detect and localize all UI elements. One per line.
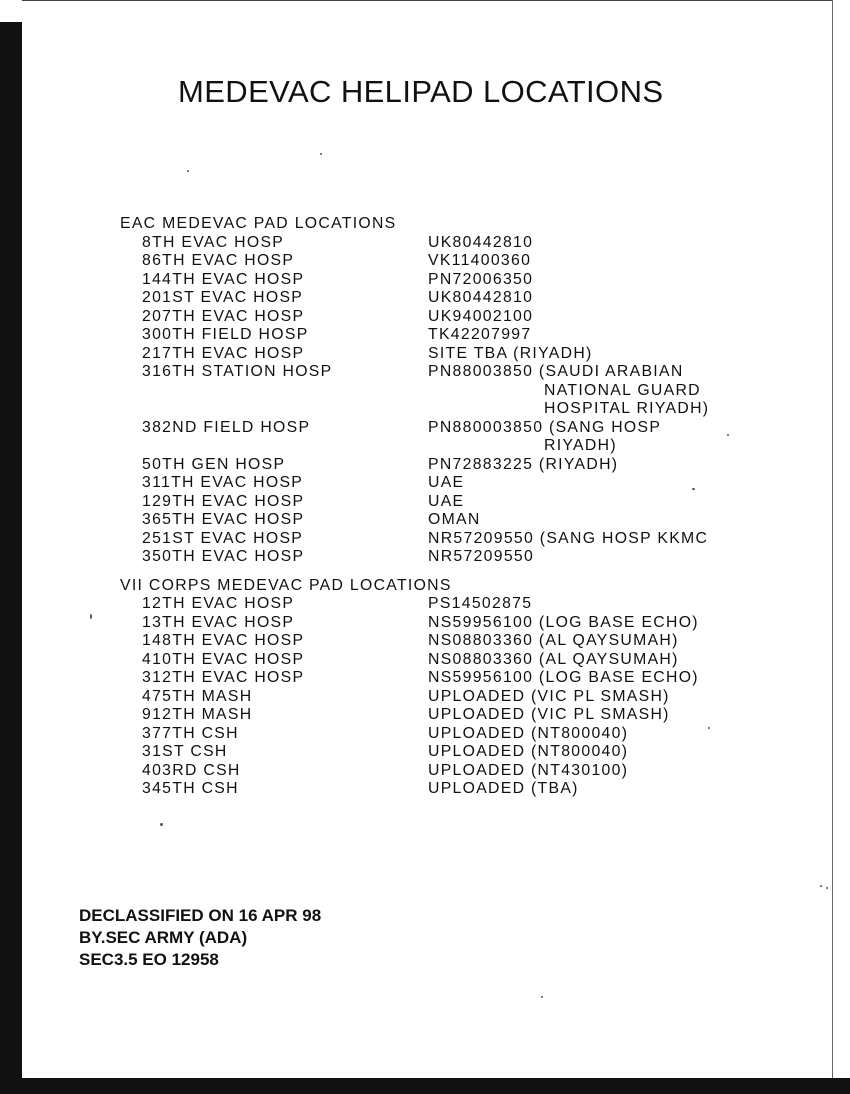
unit-name: 217TH EVAC HOSP bbox=[142, 344, 305, 362]
pad-location-row bbox=[120, 493, 780, 512]
unit-name: 410TH EVAC HOSP bbox=[142, 650, 305, 668]
pad-location-row bbox=[120, 548, 780, 567]
unit-name: 316TH STATION HOSP bbox=[142, 363, 333, 380]
location-continuation-row bbox=[120, 437, 780, 456]
pad-location-row bbox=[120, 743, 780, 762]
grid-location: UAE bbox=[428, 474, 465, 491]
scan-speck bbox=[320, 153, 322, 155]
pad-location-row bbox=[120, 511, 780, 530]
unit-name: 311TH EVAC HOSP bbox=[142, 474, 304, 491]
unit-name: 50TH GEN HOSP bbox=[142, 455, 286, 473]
unit-name: 201ST EVAC HOSP bbox=[142, 289, 304, 306]
unit-name: 129TH EVAC HOSP bbox=[142, 492, 305, 510]
grid-location: NR57209550 bbox=[428, 548, 535, 565]
unit-name: 86TH EVAC HOSP bbox=[142, 252, 295, 269]
pad-location-row bbox=[120, 419, 780, 438]
pad-location-row bbox=[120, 762, 780, 781]
unit-name: 912TH MASH bbox=[142, 706, 253, 723]
pad-location-row bbox=[120, 780, 780, 799]
grid-location: PN72006350 bbox=[428, 270, 534, 288]
scan-speck bbox=[820, 885, 822, 887]
pad-location-row bbox=[120, 595, 780, 614]
grid-location: NS59956100 (LOG BASE ECHO) bbox=[428, 613, 699, 631]
grid-location: VK11400360 bbox=[428, 252, 532, 269]
grid-location: NS08803360 (AL QAYSUMAH) bbox=[428, 650, 679, 668]
unit-name: 13TH EVAC HOSP bbox=[142, 613, 295, 631]
declassification-stamp bbox=[79, 905, 321, 971]
scan-border-bottom bbox=[22, 1078, 850, 1094]
pad-location-row bbox=[120, 614, 780, 633]
unit-name: 382ND FIELD HOSP bbox=[142, 418, 311, 436]
unit-name: 345TH CSH bbox=[142, 780, 239, 797]
unit-name: 31ST CSH bbox=[142, 743, 228, 760]
grid-location: UPLOADED (TBA) bbox=[428, 780, 579, 797]
pad-location-row bbox=[120, 706, 780, 725]
pad-location-row bbox=[120, 252, 780, 271]
pad-location-row bbox=[120, 669, 780, 688]
page-title: MEDEVAC HELIPAD LOCATIONS bbox=[178, 74, 664, 109]
scan-speck bbox=[708, 727, 710, 729]
scan-speck bbox=[727, 434, 729, 436]
pad-location-row bbox=[120, 234, 780, 253]
grid-location: UPLOADED (NT800040) bbox=[428, 743, 629, 760]
scan-border-top bbox=[22, 0, 832, 1]
grid-location: OMAN bbox=[428, 511, 481, 528]
pad-location-row bbox=[120, 326, 780, 345]
pad-location-row bbox=[120, 271, 780, 290]
grid-location: SITE TBA (RIYADH) bbox=[428, 344, 593, 362]
pad-location-row bbox=[120, 289, 780, 308]
unit-name: 475TH MASH bbox=[142, 687, 253, 705]
scan-border-right bbox=[832, 0, 833, 1094]
pad-location-row bbox=[120, 456, 780, 475]
location-continuation-row bbox=[120, 400, 780, 419]
unit-name: 251ST EVAC HOSP bbox=[142, 529, 304, 547]
grid-location: UAE bbox=[428, 492, 465, 510]
unit-name: 403RD CSH bbox=[142, 761, 241, 779]
grid-location: UPLOADED (NT430100) bbox=[428, 761, 629, 779]
unit-name: 8TH EVAC HOSP bbox=[142, 233, 285, 251]
grid-location: NR57209550 (SANG HOSP KKMC bbox=[428, 529, 709, 547]
scan-speck bbox=[692, 488, 695, 490]
grid-location: UK80442810 bbox=[428, 289, 534, 306]
scan-speck bbox=[90, 614, 92, 619]
location-continuation: HOSPITAL RIYADH) bbox=[544, 400, 710, 417]
grid-location: PS14502875 bbox=[428, 595, 533, 612]
location-continuation: NATIONAL GUARD bbox=[544, 381, 701, 399]
grid-location: NS08803360 (AL QAYSUMAH) bbox=[428, 632, 679, 649]
empty-cell bbox=[120, 382, 428, 401]
unit-name: 350TH EVAC HOSP bbox=[142, 548, 305, 565]
unit-name: 365TH EVAC HOSP bbox=[142, 511, 305, 528]
scan-speck bbox=[826, 887, 828, 889]
scan-speck bbox=[187, 170, 189, 172]
unit-name: 12TH EVAC HOSP bbox=[142, 595, 295, 612]
unit-name: 207TH EVAC HOSP bbox=[142, 307, 305, 325]
empty-cell bbox=[120, 400, 428, 419]
section-heading: EAC MEDEVAC PAD LOCATIONS bbox=[120, 215, 397, 232]
pad-location-row bbox=[120, 651, 780, 670]
location-continuation: RIYADH) bbox=[544, 437, 617, 454]
pad-location-row bbox=[120, 345, 780, 364]
pad-location-row bbox=[120, 474, 780, 493]
pad-location-row bbox=[120, 308, 780, 327]
unit-name: 144TH EVAC HOSP bbox=[142, 270, 305, 288]
pad-location-listing bbox=[120, 215, 780, 799]
declassified-reference: SEC3.5 EO 12958 bbox=[79, 950, 219, 969]
grid-location: NS59956100 (LOG BASE ECHO) bbox=[428, 669, 699, 686]
pad-location-row bbox=[120, 688, 780, 707]
section-spacer bbox=[120, 567, 780, 577]
grid-location: TK42207997 bbox=[428, 326, 532, 343]
grid-location: UPLOADED (NT800040) bbox=[428, 724, 629, 742]
grid-location: UK80442810 bbox=[428, 233, 534, 251]
pad-location-row bbox=[120, 632, 780, 651]
empty-cell bbox=[120, 437, 428, 456]
scan-speck bbox=[541, 996, 543, 998]
section-heading: VII CORPS MEDEVAC PAD LOCATIONS bbox=[120, 576, 452, 594]
grid-location: UPLOADED (VIC PL SMASH) bbox=[428, 706, 670, 723]
grid-location: UK94002100 bbox=[428, 307, 534, 325]
declassified-authority: BY.SEC ARMY (ADA) bbox=[79, 928, 248, 947]
grid-location: PN88003850 (SAUDI ARABIAN bbox=[428, 363, 684, 380]
location-continuation-row bbox=[120, 382, 780, 401]
unit-name: 312TH EVAC HOSP bbox=[142, 669, 305, 686]
declassified-date: DECLASSIFIED ON 16 APR 98 bbox=[79, 906, 322, 925]
scan-speck bbox=[160, 823, 163, 826]
unit-name: 300TH FIELD HOSP bbox=[142, 326, 309, 343]
unit-name: 148TH EVAC HOSP bbox=[142, 632, 305, 649]
unit-name: 377TH CSH bbox=[142, 724, 239, 742]
pad-location-row bbox=[120, 530, 780, 549]
scan-border-left bbox=[0, 22, 22, 1094]
grid-location: PN880003850 (SANG HOSP bbox=[428, 418, 662, 436]
pad-location-row bbox=[120, 363, 780, 382]
grid-location: PN72883225 (RIYADH) bbox=[428, 455, 619, 473]
pad-location-row bbox=[120, 725, 780, 744]
grid-location: UPLOADED (VIC PL SMASH) bbox=[428, 687, 670, 705]
